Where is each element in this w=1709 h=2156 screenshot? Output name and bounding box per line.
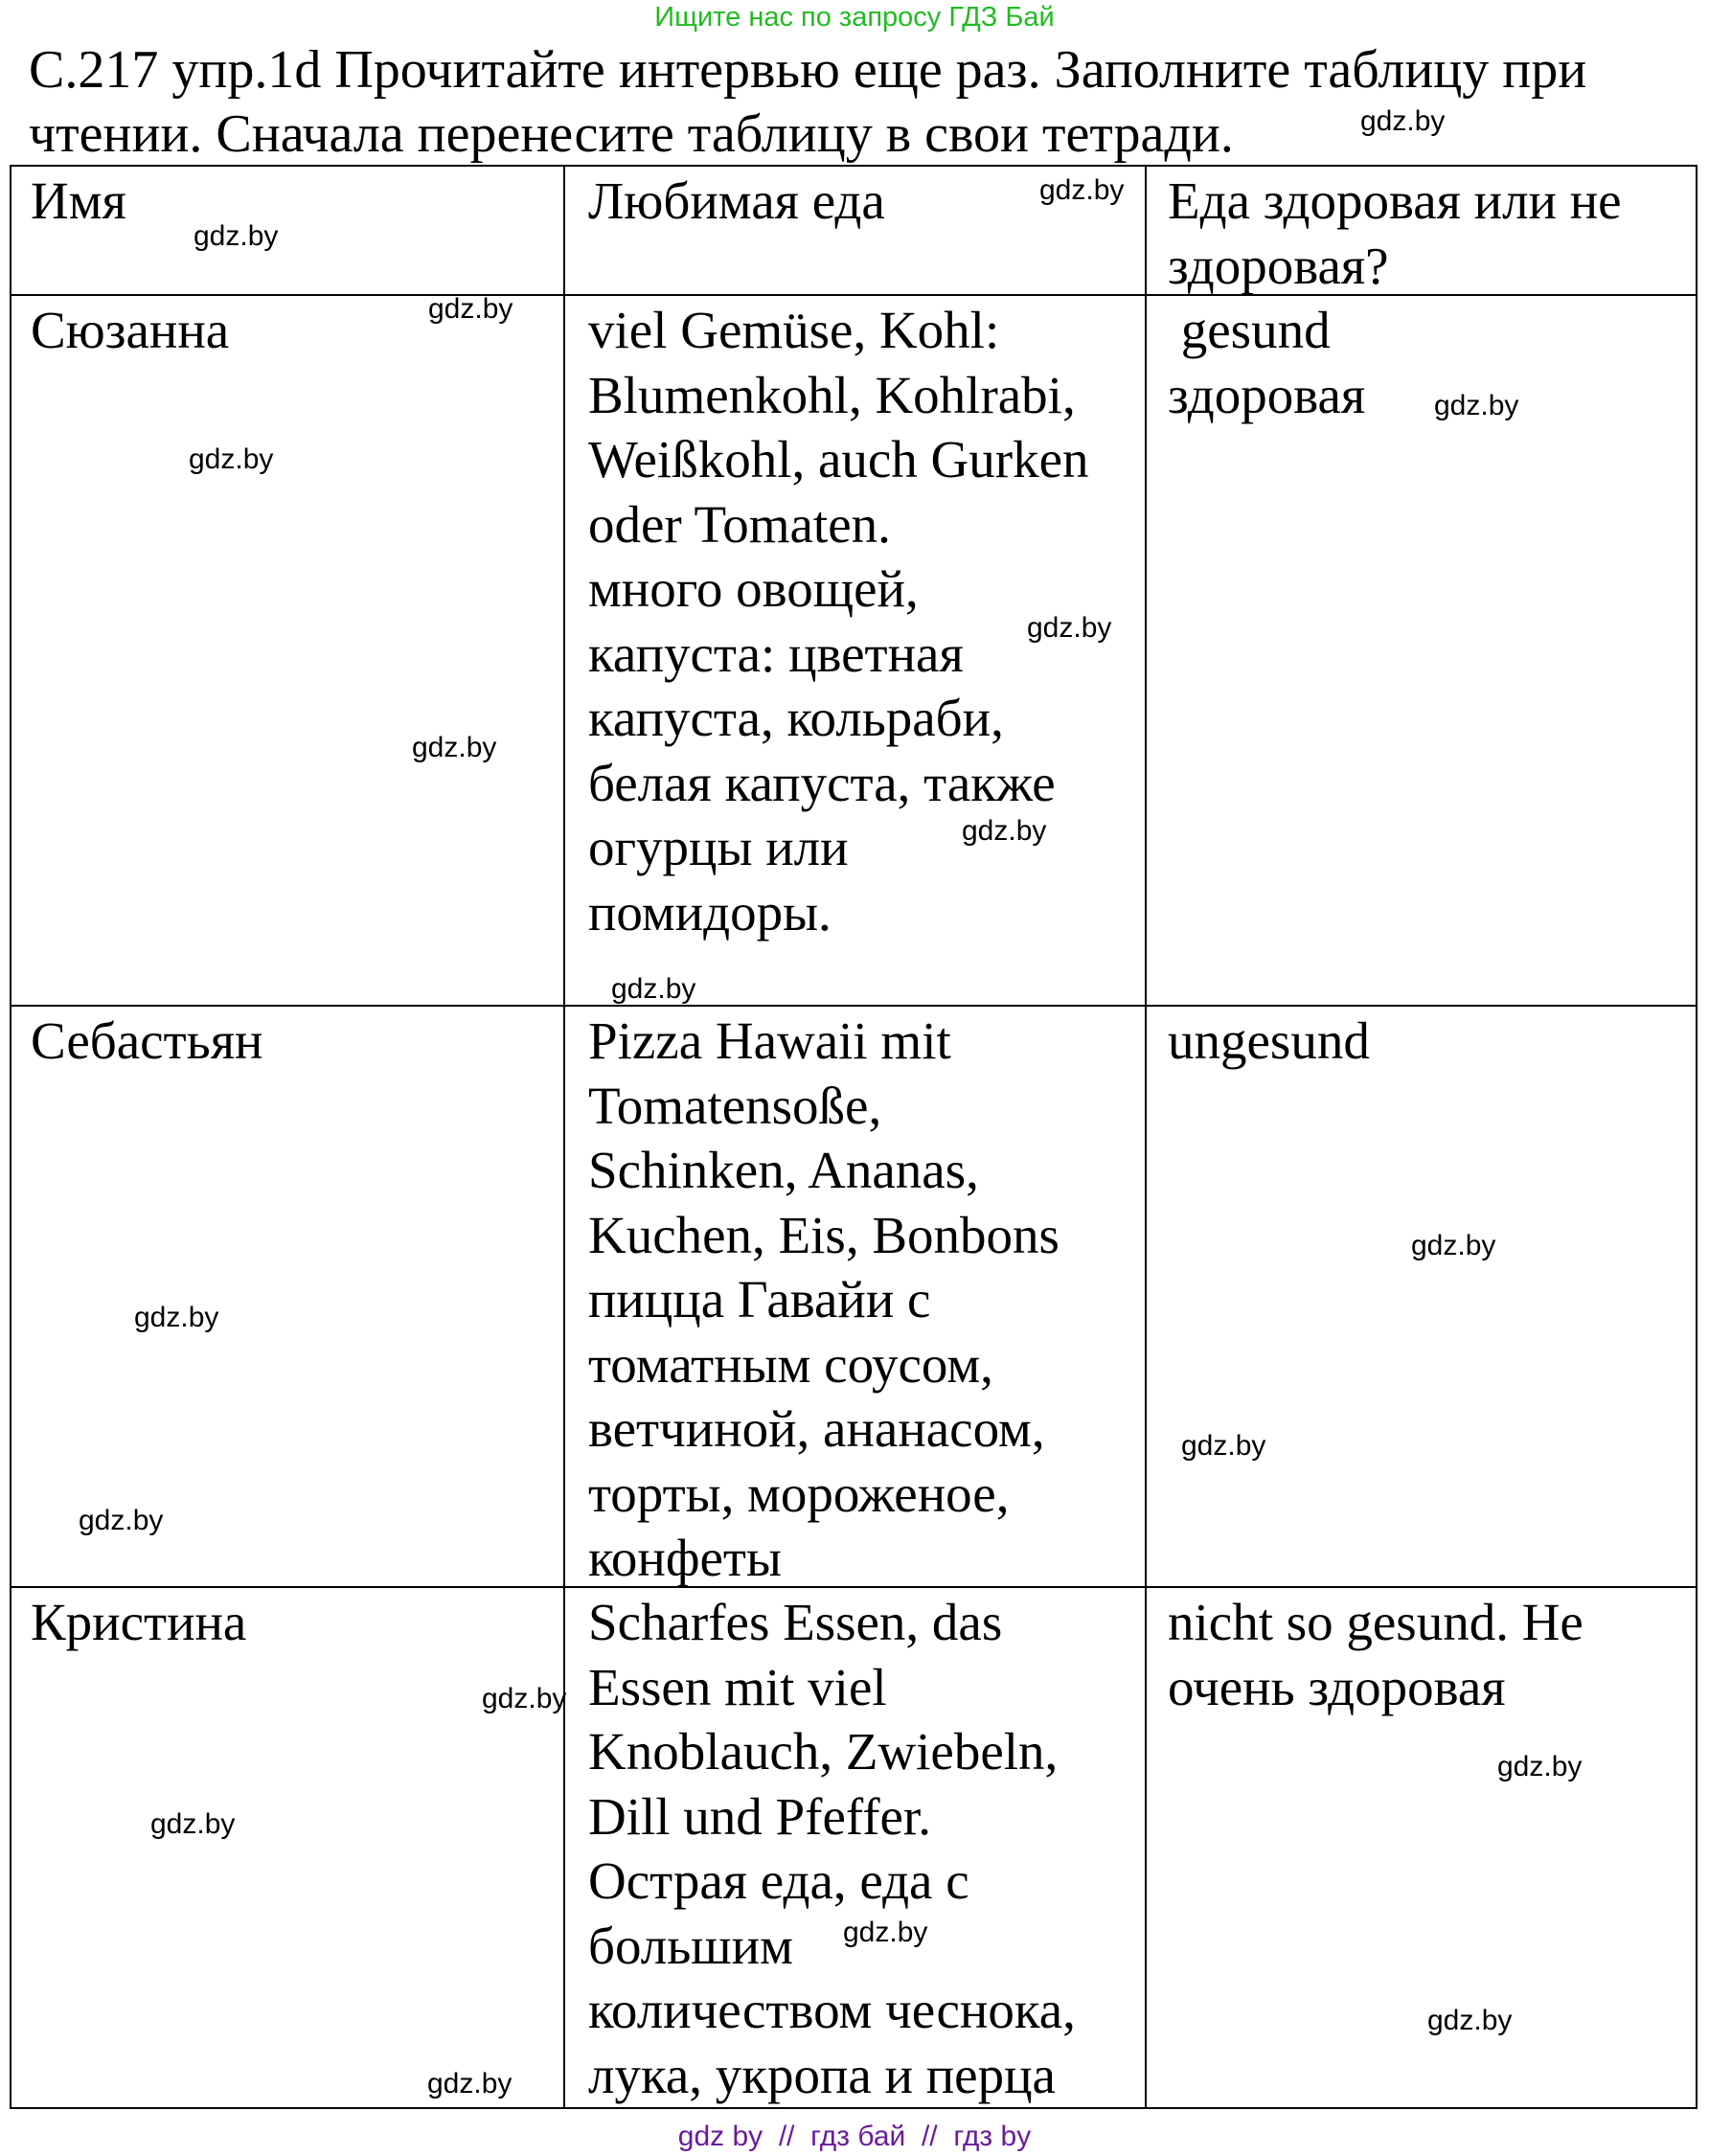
row-1-food-line: Blumenkohl, Kohlrabi,: [588, 365, 1076, 424]
watermark: gdz.by: [134, 1302, 219, 1333]
row-3-food-line: количеством чеснока,: [588, 1981, 1076, 2039]
row-1-food-line: огурцы или: [588, 818, 849, 876]
row-2-food: [565, 1007, 1147, 1586]
row-3-name-text: Кристина: [31, 1593, 247, 1651]
row-1-healthy-line: здоровая: [1168, 365, 1366, 424]
row-1-food-line: Weißkohl, auch Gurken: [588, 430, 1089, 488]
row-1-healthy-line: gesund: [1168, 301, 1331, 359]
watermark: gdz.by: [843, 1917, 928, 1948]
row-1-food-line: помидоры.: [588, 882, 832, 942]
row-1-name-text: Сюзанна: [31, 301, 230, 359]
watermark: gdz.by: [1411, 1230, 1496, 1261]
row-2-food-line: торты, мороженое,: [588, 1464, 1010, 1523]
row-2-food-line: пицца Гавайи с: [588, 1270, 931, 1328]
row-2-food-line: конфеты: [588, 1529, 782, 1587]
row-2-name-text: Себастьян: [31, 1011, 263, 1070]
row-3-food-line: Dill und Pfeffer.: [588, 1786, 931, 1846]
header-name-text: Имя: [31, 171, 126, 230]
watermark: gdz.by: [1427, 2005, 1513, 2036]
row-1-name: [11, 296, 565, 1005]
row-2-healthy-line: ungesund: [1168, 1011, 1370, 1070]
watermark: gdz.by: [1039, 174, 1125, 206]
row-1-healthy: [1147, 296, 1696, 1005]
row-2-healthy: [1147, 1007, 1696, 1586]
watermark: gdz.by: [427, 2068, 513, 2099]
row-2-food-line: Pizza Hawaii mit: [588, 1011, 951, 1070]
row-1-food-line: oder Tomaten.: [588, 494, 891, 554]
row-3-food-line: Knoblauch, Zwiebeln,: [588, 1722, 1059, 1781]
row-2-food-line: томатным соусом,: [588, 1334, 993, 1394]
row-3-food-line: большим: [588, 1916, 793, 1975]
row-2-food-line: Kuchen, Eis, Bonbons: [588, 1205, 1060, 1264]
watermark: gdz.by: [1360, 105, 1446, 137]
exercise-heading: [29, 38, 1686, 167]
watermark: gdz.by: [150, 1808, 236, 1840]
row-1-food-line: капуста, кольраби,: [588, 689, 1004, 747]
row-3-name: [11, 1588, 565, 2107]
row-1-food-line: белая капуста, также: [588, 753, 1056, 812]
watermark: gdz.by: [428, 293, 513, 325]
site-banner: Ищите нас по запросу ГДЗ Бай: [654, 2, 1055, 33]
row-2-name: [11, 1007, 565, 1586]
watermark: gdz.by: [194, 220, 279, 252]
row-3-healthy: [1147, 1588, 1696, 2107]
watermark: gdz.by: [1027, 612, 1112, 644]
watermark: gdz.by: [611, 973, 696, 1005]
watermark: gdz.by: [79, 1505, 164, 1536]
site-footer: gdz by // гдз бай // гдз by: [677, 2121, 1032, 2152]
header-food-text: Любимая еда: [588, 171, 885, 230]
row-3-food-line: лука, укропа и перца: [588, 2045, 1056, 2104]
header-healthy: [1147, 167, 1696, 294]
header-healthy-line-2: здоровая?: [1168, 236, 1389, 295]
row-2-food-line: ветчиной, ананасом,: [588, 1399, 1045, 1458]
heading-line-1: С.217 упр.1d Прочитайте интервью еще раз. Заполните таблицу при: [29, 40, 1587, 100]
row-3-food: [565, 1588, 1147, 2107]
row-1-food: [565, 296, 1147, 1005]
watermark: gdz.by: [1497, 1751, 1583, 1782]
row-1-food-line: много овощей,: [588, 559, 919, 618]
row-3-healthy-line: очень здоровая: [1168, 1657, 1506, 1716]
watermark: gdz.by: [189, 443, 274, 475]
header-name: [11, 167, 565, 294]
row-3-healthy-line: nicht so gesund. Не: [1168, 1593, 1584, 1651]
watermark: gdz.by: [482, 1683, 567, 1714]
row-3-food-line: Scharfes Essen, das: [588, 1593, 1003, 1651]
row-3-food-line: Essen mit viel: [588, 1657, 887, 1716]
row-3-food-line: Острая еда, еда с: [588, 1851, 969, 1910]
row-1-food-line: viel Gemüse, Kohl:: [588, 301, 1000, 359]
heading-line-2: чтении. Сначала перенесите таблицу в свои тетради.: [29, 104, 1234, 164]
row-2-food-line: Schinken, Ananas,: [588, 1141, 979, 1199]
table-row-sebastian: [11, 1007, 1696, 1588]
header-healthy-line-1: Еда здоровая или не: [1168, 171, 1622, 230]
watermark: gdz.by: [1181, 1430, 1266, 1462]
row-2-food-line: Tomatensoße,: [588, 1076, 882, 1135]
row-1-food-line: капуста: цветная: [588, 624, 964, 683]
watermark: gdz.by: [1434, 390, 1519, 421]
watermark: gdz.by: [412, 732, 497, 763]
watermark: gdz.by: [962, 815, 1047, 847]
